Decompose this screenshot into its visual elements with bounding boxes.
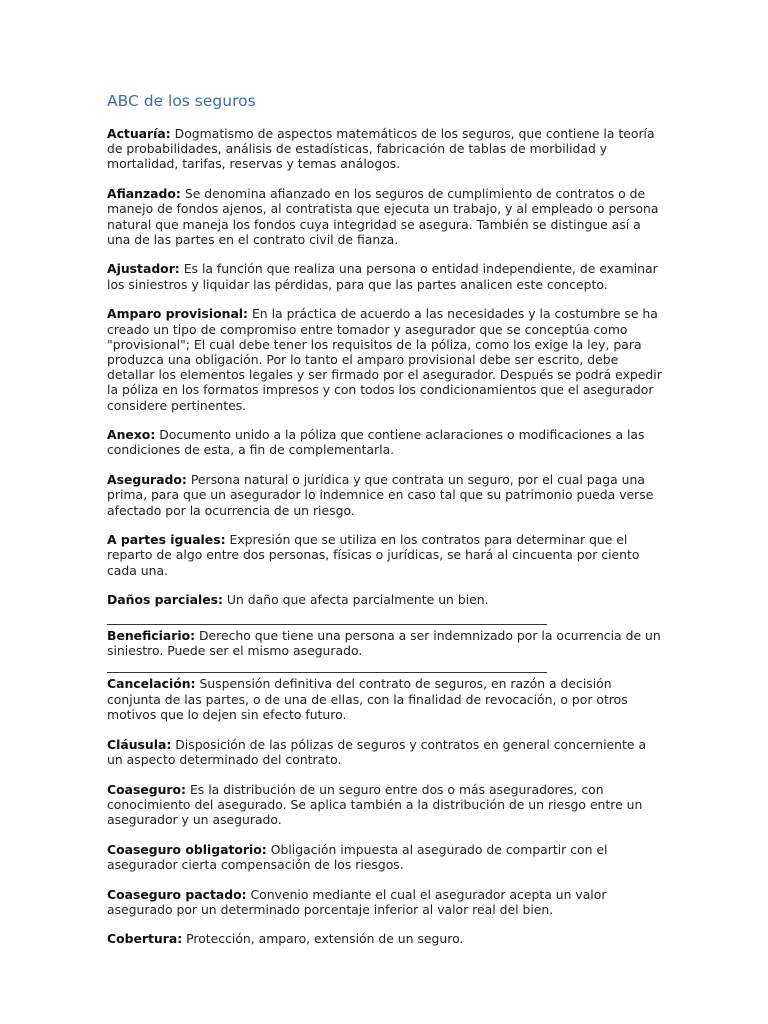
glossary-entry: [107, 306, 662, 412]
glossary-entry: [107, 628, 662, 658]
glossary-entry: [107, 532, 662, 578]
entry-term: Afianzado:: [107, 186, 181, 202]
glossary-entry: [107, 842, 662, 872]
entry-term: Daños parciales:: [107, 592, 223, 608]
entry-term: Anexo:: [107, 427, 156, 443]
glossary-entry: [107, 186, 662, 247]
entry-term: Amparo provisional:: [107, 306, 249, 322]
glossary-entry: [107, 261, 662, 291]
entry-term: Coaseguro:: [107, 781, 187, 797]
entry-term: Cancelación:: [107, 676, 196, 692]
entry-definition: Convenio mediante el cual el asegurador acepta un valor asegurado por un determinado porcentaje inferior al valor real del bien.: [107, 886, 607, 917]
horizontal-rule: [107, 672, 547, 673]
glossary-entry: [107, 472, 662, 518]
entry-definition: Protección, amparo, extensión de un seguro.: [186, 931, 464, 947]
entry-definition: Un daño que afecta parcialmente un bien.: [226, 592, 489, 608]
entry-term: Coaseguro pactado:: [107, 886, 247, 902]
glossary-entry: [107, 592, 662, 607]
glossary-entry: [107, 676, 662, 722]
glossary-entry: [107, 126, 662, 172]
entry-term: Beneficiario:: [107, 627, 196, 643]
entry-definition: Es la distribución de un seguro entre dos o más aseguradores, con conocimiento del asegurado. Se aplica también a la distribución de un riesgo entre un asegurador y un asegurado.: [107, 781, 643, 827]
entry-term: Actuaría:: [107, 126, 171, 141]
entry-definition: Dogmatismo de aspectos matemáticos de los seguros, que contiene la teoría de probabilidades, análisis de estadísticas, fabricación de tablas de morbilidad y mortalidad, tarifas, reservas y temas análogos.: [107, 126, 655, 172]
glossary-entry: [107, 737, 662, 767]
glossary-entry: [107, 887, 662, 917]
entry-term: Cobertura:: [107, 931, 183, 947]
glossary-entry: [107, 782, 662, 828]
horizontal-rule: [107, 624, 547, 625]
entry-definition: Es la función que realiza una persona o entidad independiente, de examinar los siniestros y liquidar las pérdidas, para que las partes analicen este concepto.: [107, 261, 658, 292]
entry-term: Ajustador:: [107, 261, 180, 277]
entry-term: A partes iguales:: [107, 532, 226, 548]
entry-definition: Derecho que tiene una persona a ser indemnizado por la ocurrencia de un siniestro. Puede ser el mismo asegurado.: [107, 627, 661, 658]
glossary-entry: [107, 931, 662, 946]
page-title: ABC de los seguros: [107, 92, 256, 110]
entry-definition: Obligación impuesta al asegurado de compartir con el asegurador cierta compensación de los riesgos.: [107, 841, 608, 872]
entry-definition: Disposición de las pólizas de seguros y contratos en general concerniente a un aspecto determinado del contrato.: [107, 736, 647, 767]
entry-definition: Suspensión definitiva del contrato de seguros, en razón a decisión conjunta de las partes, o de una de ellas, con la finalidad de revocación, o por otros motivos que lo dejen sin efecto futuro.: [107, 676, 628, 722]
entry-definition: Persona natural o jurídica y que contrata un seguro, por el cual paga una prima, para que un asegurador lo indemnice en caso tal que su patrimonio pueda verse afectado por la ocurrencia de un riesgo.: [107, 472, 654, 518]
entry-definition: En la práctica de acuerdo a las necesidades y la costumbre se ha creado un tipo de compromiso entre tomador y asegurador que se conceptúa como "provisional"; El cual debe tener los requisitos de la póliza, como los exige la ley, para produzca una obligación. Por lo tanto el amparo provisional debe ser escrito, debe detallar los elementos legales y ser firmado por el asegurador. Después se podrá expedir la póliza en los formatos impresos y con todos los condicionamientos que el asegurador considere pertinentes.: [107, 306, 662, 413]
entry-term: Asegurado:: [107, 472, 187, 488]
entry-definition: Expresión que se utiliza en los contratos para determinar que el reparto de algo entre dos personas, físicas o jurídicas, se hará al cincuenta por ciento cada una.: [107, 532, 640, 578]
glossary-entry: [107, 427, 662, 457]
entry-term: Coaseguro obligatorio:: [107, 841, 267, 857]
entry-definition: Documento unido a la póliza que contiene aclaraciones o modificaciones a las condiciones de esta, a fin de complementarla.: [107, 427, 645, 458]
document-page: [107, 90, 662, 961]
entry-term: Cláusula:: [107, 736, 172, 752]
entry-definition: Se denomina afianzado en los seguros de cumplimiento de contratos o de manejo de fondos ajenos, al contratista que ejecuta un trabajo, y al empleado o persona natural que maneja los fondos cuya integridad se asegura. También se distingue así a una de las partes en el contrato civil de fianza.: [107, 186, 659, 247]
